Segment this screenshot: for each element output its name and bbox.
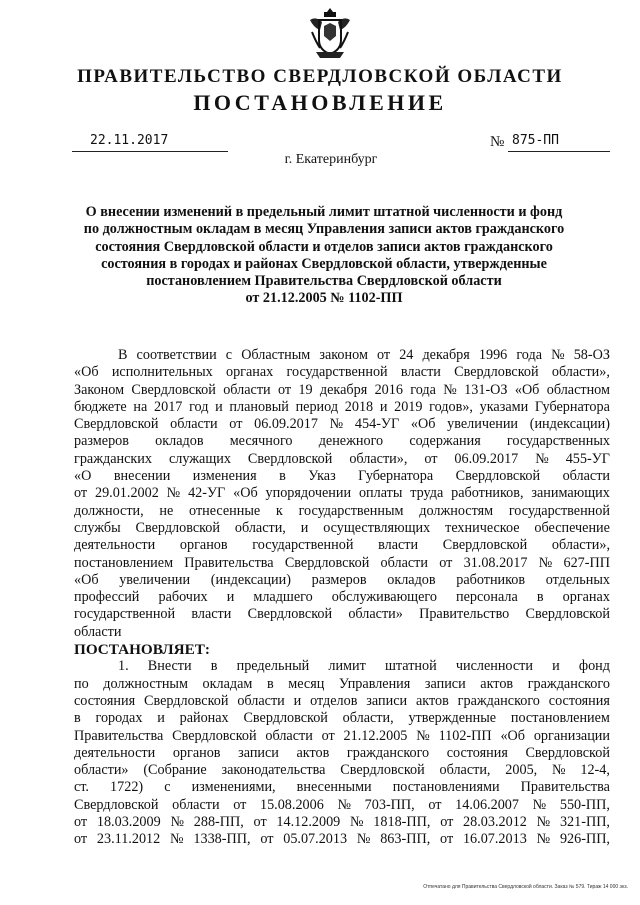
text-line: Свердловской области от 06.09.2017 № 454-УГ «Об увеличении (индексации) — [74, 416, 610, 433]
text-line: состояния Свердловской области и отделов записи актов гражданского состояния — [74, 692, 610, 709]
text-line: «О внесении изменения в Указ Губернатора Свердловской области — [74, 468, 610, 485]
preamble-paragraph — [74, 347, 610, 641]
title-line: постановлением Правительства Свердловской области — [146, 273, 502, 290]
text-line: области — [74, 623, 122, 640]
text-line: от 18.03.2009 № 288-ПП, от 14.12.2009 № 1818-ПП, от 28.03.2012 № 321-ПП, — [74, 814, 610, 831]
city: г. Екатеринбург — [284, 152, 378, 167]
text-line: деятельности органов записи актов гражданского состояния Свердловской — [74, 744, 610, 761]
item-1-paragraph — [74, 658, 610, 848]
text-line: от 29.01.2002 № 42-УГ «Об упорядочении оплаты труда работников, занимающих — [74, 485, 610, 502]
text-line: ст. 1722) с изменениями, внесенными постановлениями Правительства — [74, 779, 610, 796]
text-line: 1. Внести в предельный лимит штатной численности и фонд — [118, 658, 610, 675]
text-line: гражданских служащих Свердловской области», от 06.09.2017 № 455-УГ — [74, 450, 610, 467]
text-line: должности, не отнесенные к государственным должностям государственной — [74, 502, 610, 519]
text-line: «Об увеличении (индексации) размеров окладов работников отдельных — [74, 571, 610, 588]
document-title — [78, 204, 570, 308]
title-line: состояния в городах и районах Свердловской области, утвержденные — [101, 255, 547, 272]
text-line: Свердловской области от 15.08.2006 № 703-ПП, от 14.06.2007 № 550-ПП, — [74, 796, 610, 813]
text-line: области» (Собрание законодательства Свердловской области, 2005, № 12-4, — [74, 762, 610, 779]
decree-word: ПОСТАНОВЛЯЕТ: — [74, 641, 210, 659]
government-name: ПРАВИТЕЛЬСТВО СВЕРДЛОВСКОЙ ОБЛАСТИ — [77, 66, 563, 87]
document-body — [74, 347, 610, 849]
text-line: бюджете на 2017 год и плановый период 2018 и 2019 годов», указами Губернатора — [74, 398, 610, 415]
text-line: В соответствии с Областным законом от 24 декабря 1996 года № 58-ОЗ — [118, 347, 610, 363]
text-line: от 23.11.2012 № 1338-ПП, от 05.07.2013 № 863-ПП, от 16.07.2013 № 926-ПП, — [74, 831, 610, 848]
text-line: Законом Свердловской области от 19 декабря 2016 года № 131-ОЗ «Об областном — [74, 381, 610, 398]
text-line: Правительства Свердловской области от 21.12.2005 № 1102-ПП «Об организации — [74, 727, 610, 744]
text-line: службы Свердловской области, и осуществляющих техническое обеспечение — [74, 519, 610, 536]
title-line: по должностным окладам в месяц Управления записи актов гражданского — [83, 221, 565, 238]
text-line: государственной власти Свердловской области» Правительство Свердловской — [74, 606, 610, 623]
title-line: О внесении изменений в предельный лимит штатной численности и фонд — [85, 204, 563, 220]
coat-of-arms-emblem — [302, 6, 358, 62]
document-date: 22.11.2017 — [90, 133, 169, 148]
title-line: состояния Свердловской области и отделов записи актов гражданского — [95, 238, 553, 255]
text-line: в городах и районах Свердловской области, утвержденные постановлением — [74, 710, 610, 727]
text-line: деятельности органов государственной власти Свердловской области», — [74, 537, 610, 554]
document-number: 875-ПП — [512, 133, 559, 148]
text-line: размеров окладов месячного денежного содержания государственных — [74, 433, 610, 450]
text-line: «Об исполнительных органах государственной власти Свердловской области», — [74, 364, 610, 381]
text-line: профессий рабочих и младшего обслуживающего персонала в органах — [74, 589, 610, 606]
print-footer-note: Отпечатано для Правительства Свердловской области. Заказ № 579. Тираж 14 000 экз. — [423, 884, 628, 890]
text-line: постановлением Правительства Свердловской области от 31.08.2017 № 627-ПП — [74, 554, 610, 571]
text-line: по должностным окладам в месяц Управления записи актов гражданского — [74, 675, 610, 692]
title-line: от 21.12.2005 № 1102-ПП — [245, 290, 403, 307]
number-label: № — [490, 134, 505, 150]
document-type: ПОСТАНОВЛЕНИЕ — [193, 90, 447, 115]
